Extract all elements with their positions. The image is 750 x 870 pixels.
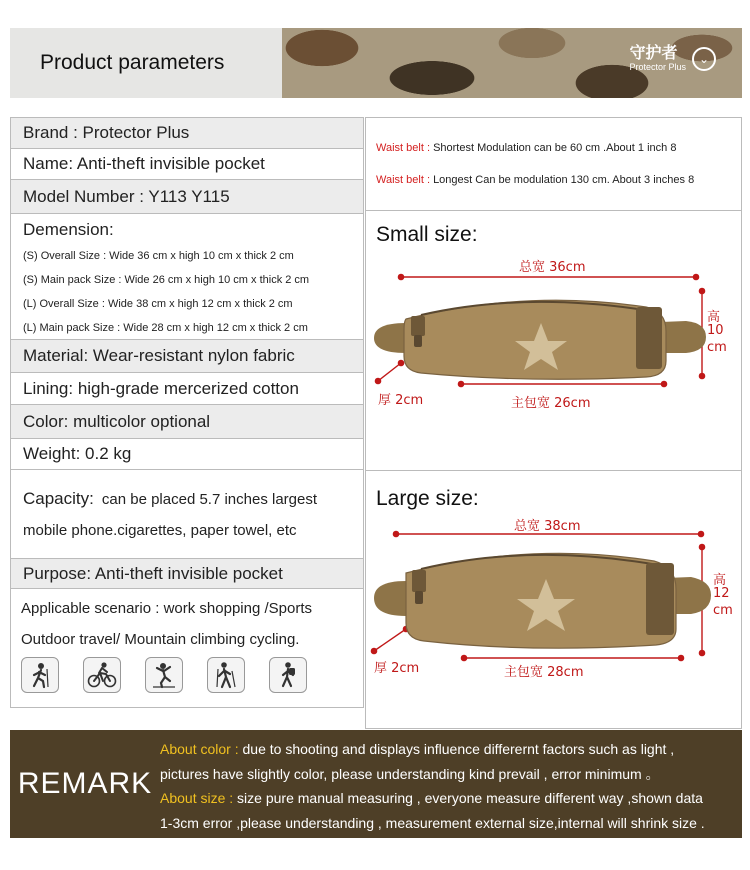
brand-name-cn: 守护者 bbox=[629, 43, 678, 62]
header bbox=[10, 28, 742, 98]
spec-table bbox=[10, 117, 364, 708]
large-size-section bbox=[365, 471, 742, 729]
chevron-down-icon: ⌄ bbox=[692, 47, 716, 71]
spec-weight: Weight: 0.2 kg bbox=[10, 438, 364, 469]
size-panel bbox=[365, 117, 742, 729]
dimension-line: (S) Main pack Size : Wide 26 cm x high 10 cm x thick 2 cm bbox=[23, 274, 310, 286]
spec-name: Name: Anti-theft invisible pocket bbox=[10, 148, 364, 179]
spec-lining: Lining: high-grade mercerized cotton bbox=[10, 372, 364, 404]
small-main-width: 主包宽 26cm bbox=[511, 396, 591, 411]
spec-color: Color: multicolor optional bbox=[10, 404, 364, 438]
spec-scenario bbox=[10, 588, 364, 708]
dimension-title: Demension: bbox=[23, 220, 114, 239]
belt-label: Waist belt : bbox=[376, 174, 430, 186]
cycling-icon bbox=[83, 657, 121, 693]
about-size-label: About size : bbox=[160, 790, 234, 806]
spec-brand: Brand : Protector Plus bbox=[10, 117, 364, 148]
remark-line-text: due to shooting and displays influence differernt factors such as light , bbox=[238, 741, 675, 757]
large-height-unit: cm bbox=[713, 603, 733, 618]
small-height-unit: cm bbox=[707, 340, 727, 355]
remark-text bbox=[160, 730, 742, 838]
large-height-value: 12 bbox=[713, 586, 730, 601]
brand-logo bbox=[629, 44, 716, 73]
brand-name-en: Protector Plus bbox=[629, 62, 686, 72]
remark-line-text: 1-3cm error ,please understanding , measurement external size,internal will shrink size . bbox=[160, 814, 705, 831]
belt-text: Shortest Modulation can be 60 cm .About 1 inch 8 bbox=[433, 142, 677, 154]
small-height-label: 高 bbox=[707, 310, 721, 325]
large-bag-diagram bbox=[366, 471, 741, 729]
spec-material: Material: Wear-resistant nylon fabric bbox=[10, 339, 364, 372]
trekking-icon bbox=[207, 657, 245, 693]
belt-text: Longest Can be modulation 130 cm. About 3 inches 8 bbox=[433, 174, 695, 186]
walking-icon bbox=[269, 657, 307, 693]
small-total-width: 总宽 36cm bbox=[519, 260, 586, 275]
remark-banner bbox=[10, 730, 742, 838]
spec-dimension bbox=[10, 213, 364, 339]
spec-capacity bbox=[10, 469, 364, 558]
header-title-panel bbox=[10, 28, 282, 98]
dimension-line: (L) Main pack Size : Wide 28 cm x high 12 cm x thick 2 cm bbox=[23, 322, 308, 334]
capacity-text: mobile phone.cigarettes, paper towel, etc bbox=[23, 521, 297, 539]
small-size-title: Small size: bbox=[376, 223, 478, 246]
small-height-value: 10 bbox=[707, 323, 724, 338]
camo-banner bbox=[282, 28, 742, 98]
capacity-text: can be placed 5.7 inches largest bbox=[101, 490, 318, 508]
waist-belt-info bbox=[365, 117, 742, 211]
spec-model: Model Number : Y113 Y115 bbox=[10, 179, 364, 213]
remark-line-text: size pure manual measuring , everyone measure different way ,shown data bbox=[233, 790, 703, 806]
small-bag-diagram bbox=[366, 211, 741, 471]
remark-title: REMARK bbox=[17, 767, 153, 800]
climbing-icon bbox=[145, 657, 183, 693]
scenario-line: Outdoor travel/ Mountain climbing cycling. bbox=[21, 631, 300, 648]
page-title: Product parameters bbox=[40, 51, 225, 74]
capacity-label: Capacity: bbox=[23, 488, 94, 508]
dimension-line: (L) Overall Size : Wide 38 cm x high 12 cm x thick 2 cm bbox=[23, 298, 293, 310]
scenario-line: Applicable scenario : work shopping /Sports bbox=[21, 600, 312, 617]
about-color-label: About color : bbox=[160, 741, 239, 757]
large-thickness: 厚 2cm bbox=[374, 661, 420, 676]
large-height-label: 高 bbox=[713, 573, 727, 588]
large-size-title: Large size: bbox=[376, 487, 479, 510]
large-main-width: 主包宽 28cm bbox=[504, 665, 584, 680]
scenario-icons bbox=[21, 657, 307, 693]
dimension-line: (S) Overall Size : Wide 36 cm x high 10 cm x thick 2 cm bbox=[23, 250, 294, 262]
small-thickness: 厚 2cm bbox=[378, 393, 424, 408]
large-total-width: 总宽 38cm bbox=[514, 519, 581, 534]
small-size-section bbox=[365, 211, 742, 471]
hiking-icon bbox=[21, 657, 59, 693]
spec-purpose: Purpose: Anti-theft invisible pocket bbox=[10, 558, 364, 588]
belt-label: Waist belt : bbox=[376, 142, 430, 154]
remark-line-text: pictures have slightly color, please understanding kind prevail , error minimum 。 bbox=[160, 765, 660, 782]
